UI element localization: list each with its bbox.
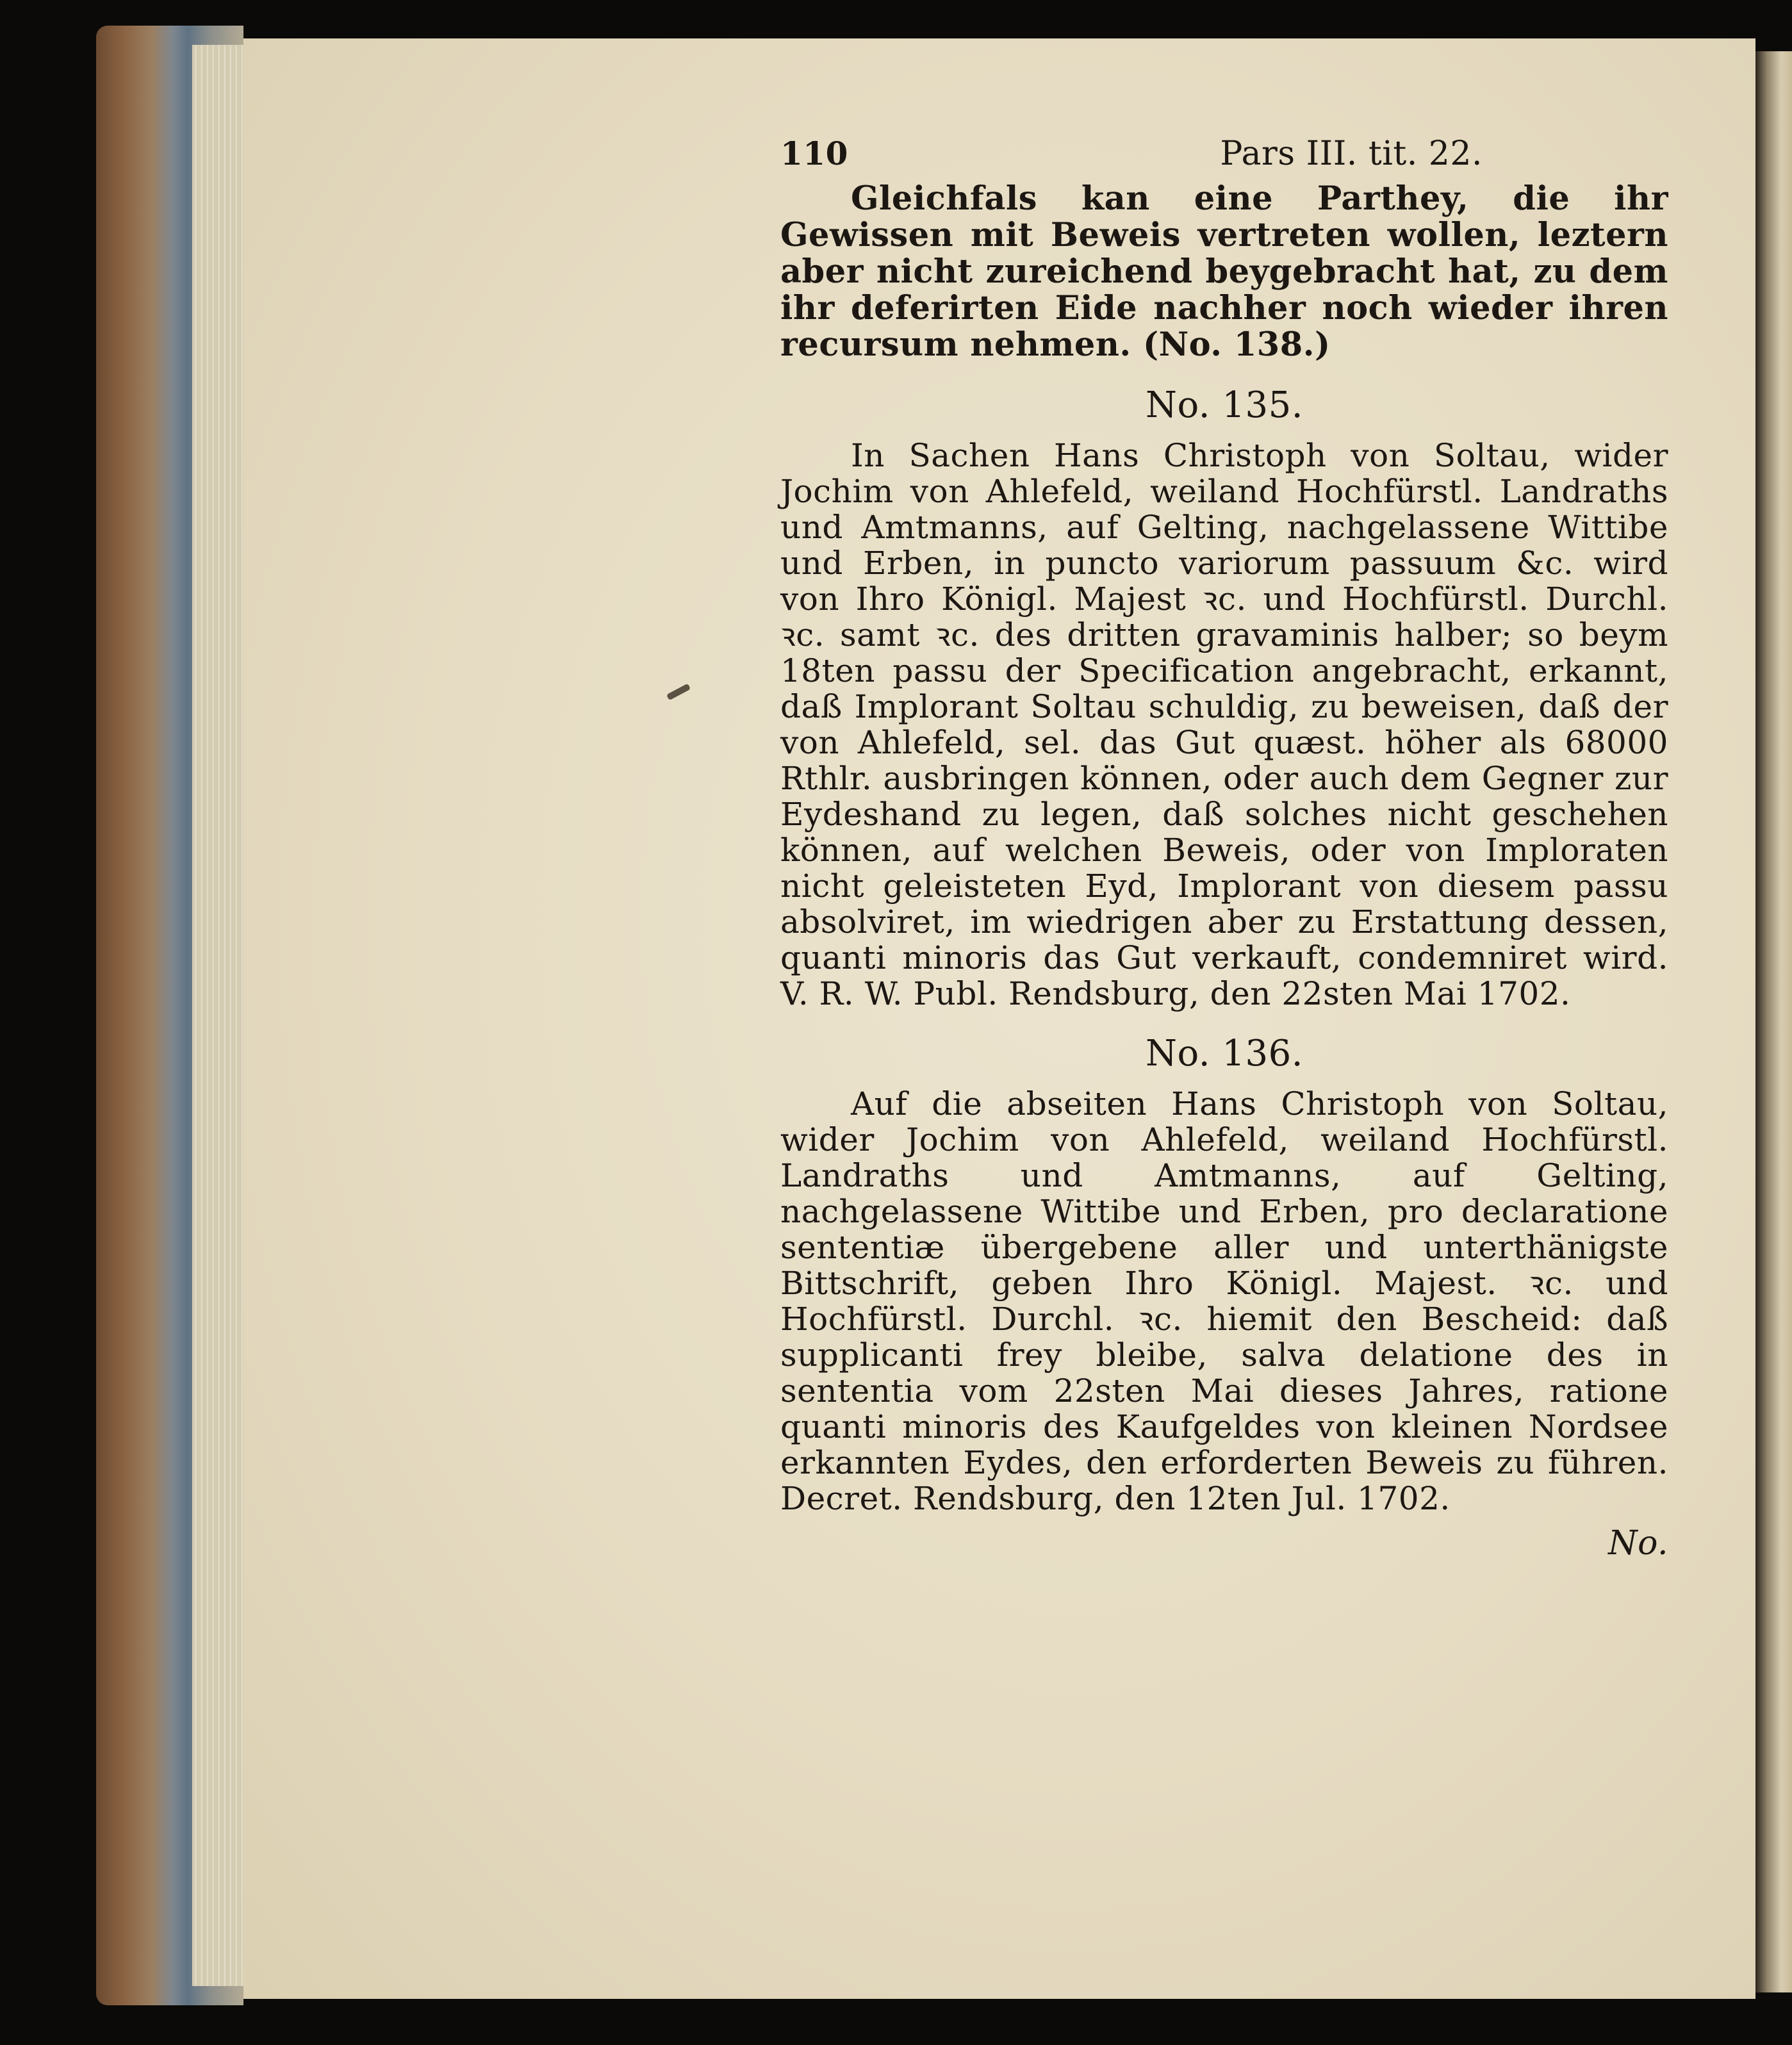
page-header <box>780 136 1668 181</box>
entry-text-135: In Sachen Hans Christoph von Soltau, wider Jochim von Ahlefeld, weiland Hochfürstl. Landraths und Amtmanns, auf Gelting, nachgelassene Wittibe und Erben, in puncto variorum passuum &c. wird von Ihro Königl. Majest ꝛc. und Hochfürstl. Durchl. ꝛc. samt ꝛc. des dritten gravaminis halber; so beym 18ten passu der Specification angebracht, erkannt, daß Implorant Soltau schuldig, zu beweisen, daß der von Ahlefeld, sel. das Gut quæst. höher als 68000 Rthlr. ausbringen können, oder auch dem Gegner zur Eydeshand zu legen, daß solches nicht geschehen können, auf welchen Beweis, oder von Imploraten nicht geleisteten Eyd, Implorant von diesem passu absolviret, im wiedrigen aber zu Erstattung dessen, quanti minoris das Gut verkauft, condemniret wird. V. R. W. Publ. Rendsburg, den 22sten Mai 1702. <box>780 437 1668 1012</box>
catchword: No. <box>1608 1524 1668 1563</box>
right-page-edge <box>1755 51 1792 1992</box>
page-number: 110 <box>780 135 848 172</box>
page-text <box>780 136 1668 1561</box>
entry-text-136: Auf die abseiten Hans Christoph von Soltau, wider Jochim von Ahlefeld, weiland Hochfürstl. Landraths und Amtmanns, auf Gelting, nachgelassene Wittibe und Erben, pro declaratione sententiæ übergebene aller und unterthänigste Bittschrift, geben Ihro Königl. Majest. ꝛc. und Hochfürstl. Durchl. ꝛc. hiemit den Bescheid: daß supplicanti frey bleibe, salva delatione des in sententia vom 22sten Mai dieses Jahres, ratione quanti minoris des Kaufgeldes von kleinen Nordsee erkannten Eydes, den erforderten Beweis zu führen. Decret. Rendsburg, den 12ten Jul. 1702. <box>780 1085 1668 1517</box>
intro-paragraph: Gleichfals kan eine Parthey, die ihr Gewissen mit Beweis vertreten wollen, leztern aber nicht zureichend beygebracht hat, zu dem ihr deferirten Eide nachher noch wieder ihren recursum nehmen. (No. 138.) <box>780 179 1668 364</box>
entry-heading-135: No. 135. <box>1145 384 1304 426</box>
page-edges <box>192 45 250 1986</box>
running-head: Pars III. tit. 22. <box>1220 135 1483 173</box>
entry-heading-136: No. 136. <box>1145 1033 1304 1074</box>
